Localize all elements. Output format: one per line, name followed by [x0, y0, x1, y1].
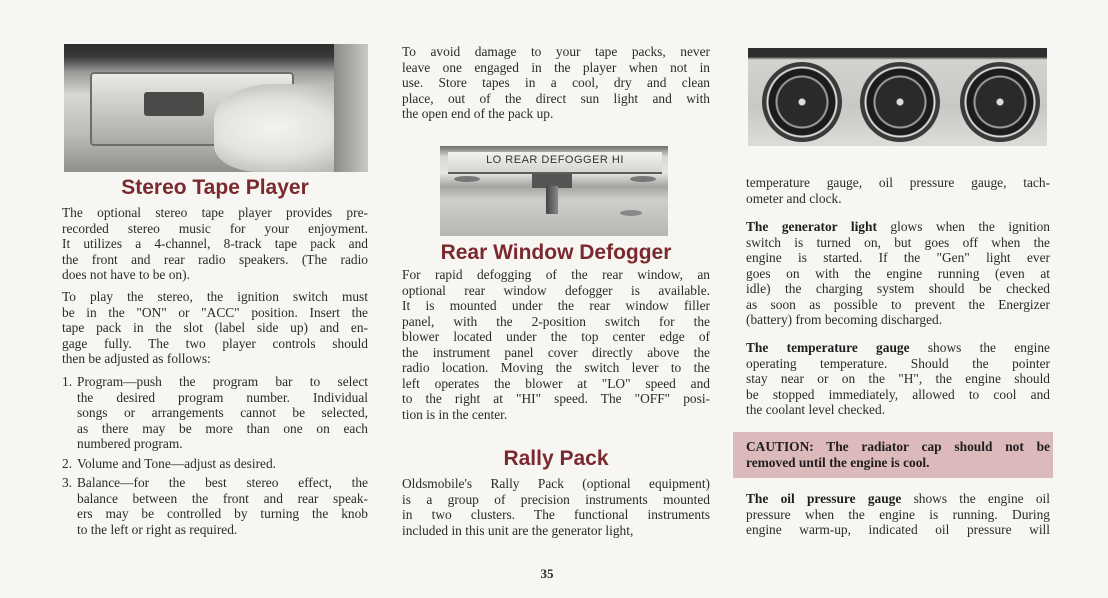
text-line: Volume and Tone—adjust as desired. [77, 455, 277, 471]
text-line: does not have to be on). [62, 267, 190, 282]
paragraph [62, 205, 368, 283]
text-line: Balance—for the best stereo effect, the [77, 475, 368, 490]
list-item [62, 456, 368, 472]
text-line: to the right at "HI" speed. The "OFF" posi- [402, 391, 710, 406]
text-line [746, 219, 1050, 235]
heading-rally-pack: Rally Pack [503, 447, 609, 470]
text-line: stay near or on the "H", the engine should [746, 371, 1050, 386]
text-line: in two clusters. The functional instruments [402, 507, 710, 522]
text-line: balance between the front and rear speak- [77, 490, 368, 506]
paragraph [402, 44, 710, 122]
rally-pack-gauges-photo [748, 48, 1047, 146]
list-number: 1. [62, 374, 73, 389]
text-line: the front and rear radio speakers. (The radio [62, 251, 368, 267]
bold-lead-in: CAUTION: The radiator cap should not be [746, 439, 1050, 454]
text-line: switch is turned on, but goes off when the [746, 234, 1050, 250]
defogger-label: LO REAR DEFOGGER HI [486, 154, 624, 166]
text-line: The optional stereo tape player provides pre- [62, 205, 368, 220]
heading-stereo-tape-player: Stereo Tape Player [121, 176, 309, 199]
text-line: engine warm-up, indicated oil pressure will [746, 522, 1050, 537]
text-line: temperature gauge, oil pressure gauge, tach- [746, 175, 1050, 190]
stereo-tape-player-photo [64, 44, 368, 172]
line-rest: shows the engine oil [901, 491, 1050, 506]
text-line: numbered program. [77, 436, 183, 451]
text-line: blower located under the top center edge of [402, 329, 710, 344]
list-item [62, 374, 368, 452]
caution-text [746, 439, 1050, 470]
text-line: left operates the blower at "LO" speed and [402, 375, 710, 391]
temperature-oil-gauge-icon [960, 62, 1040, 142]
text-line: Oldsmobile's Rally Pack (optional equipment) [402, 476, 710, 491]
text-line: recorded stereo music for your enjoyment. [62, 220, 368, 236]
text-line [746, 491, 1050, 507]
text-line: tion is in the center. [402, 406, 508, 422]
paragraph-oil-pressure-gauge [746, 491, 1050, 538]
text-line: the open end of the pack up. [402, 106, 554, 121]
text-line: optional rear window defogger is available. [402, 282, 710, 298]
list-item [62, 475, 368, 537]
text-line: songs or arrangements cannot be selected, [77, 405, 368, 420]
text-line: ometer and clock. [746, 190, 842, 206]
text-line: engine is started. If the "Gen" light ever [746, 250, 1050, 265]
paragraph-generator-light [746, 219, 1050, 328]
paragraph [746, 175, 1050, 206]
bold-lead-in: The oil pressure gauge [746, 491, 902, 506]
text-line: It utilizes a 4-channel, 8-track tape pack and [62, 236, 368, 251]
text-line: tape pack in the slot (label side up) and en- [62, 320, 368, 335]
paragraph [62, 289, 368, 367]
text-line: ers may be controlled by turning the knob [77, 506, 368, 521]
tachometer-gauge-icon [860, 62, 940, 142]
text-line: is a group of precision instruments mounted [402, 491, 710, 507]
numbered-list [62, 374, 368, 537]
text-line: the coolant level checked. [746, 402, 886, 417]
text-line: the desired program number. Individual [77, 389, 368, 405]
paragraph-temperature-gauge [746, 340, 1050, 418]
text-line: to the left or right as required. [77, 521, 238, 537]
text-line: It is mounted under the rear window filler [402, 298, 710, 313]
bold-lead-in: The temperature gauge [746, 340, 910, 355]
text-line: as soon as possible to prevent the Energizer [746, 296, 1050, 312]
text-line: gage fully. The two player controls should [62, 335, 368, 351]
text-line: To play the stereo, the ignition switch must [62, 289, 368, 304]
text-line: (battery) from becoming discharged. [746, 312, 943, 327]
line-rest: glows when the ignition [876, 219, 1050, 234]
text-line [746, 439, 1050, 455]
heading-rear-window-defogger: Rear Window Defogger [440, 241, 672, 264]
line-rest: shows the engine [909, 340, 1050, 355]
text-line: To avoid damage to your tape packs, never [402, 44, 710, 59]
text-line [746, 455, 1050, 471]
text-line: panel, with the 2-position switch for the [402, 313, 710, 329]
text-line: as there may be more than one on each [77, 420, 368, 436]
text-line: the instrument panel cover directly above the [402, 344, 710, 360]
bold-lead-in: The generator light [746, 219, 877, 234]
text-line: idle) the charging system should be checked [746, 281, 1050, 296]
text-line: place, out of the direct sun light and with [402, 90, 710, 106]
text-line: then be adjusted as follows: [62, 351, 211, 366]
text-line: Program—push the program bar to select [77, 374, 368, 389]
list-number: 3. [62, 475, 73, 490]
text-line: leave one engaged in the player when not in [402, 59, 710, 75]
bold-lead-in: removed until the engine is cool. [746, 454, 930, 470]
text-line: pressure when the engine is running. During [746, 506, 1050, 522]
list-number: 2. [62, 455, 73, 471]
rear-defogger-switch-photo [440, 146, 668, 236]
paragraph [402, 267, 710, 422]
page-number: 35 [540, 566, 554, 581]
paragraph [402, 476, 710, 538]
clock-gauge-icon [762, 62, 842, 142]
text-line: radio location. Moving the switch lever to the [402, 360, 710, 375]
text-line: For rapid defogging of the rear window, an [402, 267, 710, 282]
text-line: included in this unit are the generator light, [402, 522, 634, 538]
text-line: be stopped immediately, allowed to cool and [746, 386, 1050, 402]
text-line: be in the "ON" or "ACC" position. Insert the [62, 304, 368, 320]
text-line: goes on with the engine running (even at [746, 265, 1050, 281]
text-line [746, 340, 1050, 356]
text-line: operating temperature. Should the pointer [746, 355, 1050, 371]
text-line: use. Store tapes in a cool, dry and clean [402, 75, 710, 90]
